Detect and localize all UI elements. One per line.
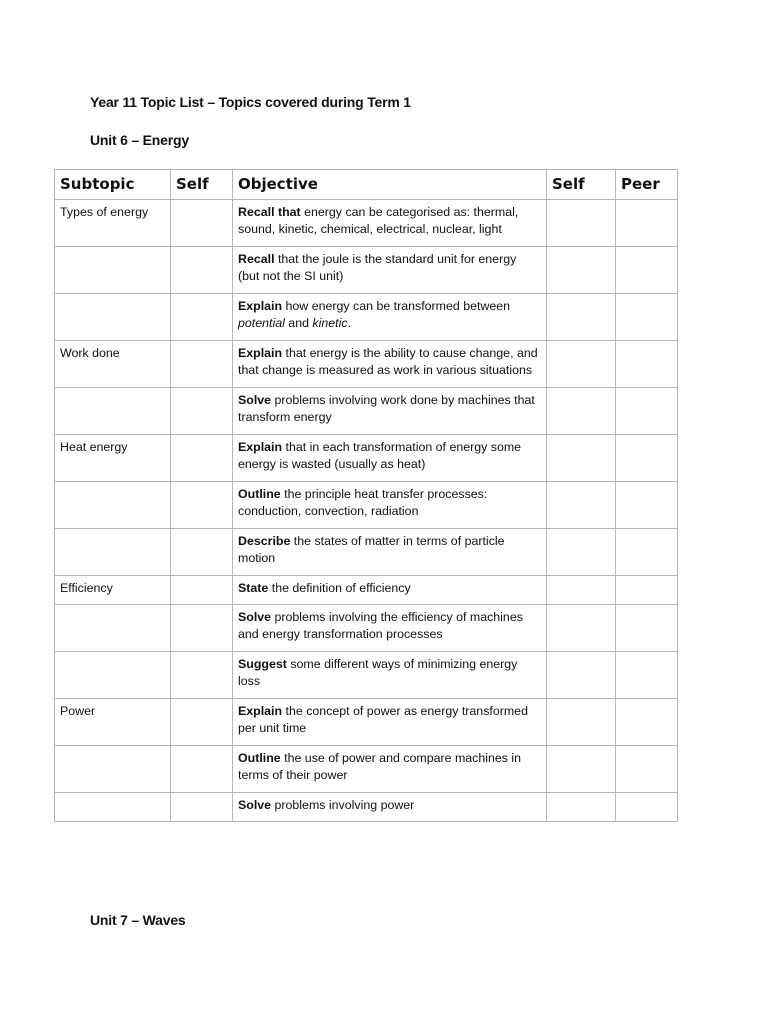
objective-italic-term: kinetic bbox=[312, 316, 348, 330]
command-verb: Explain bbox=[238, 704, 283, 718]
subtopic-cell bbox=[55, 388, 171, 435]
self-check-cell[interactable] bbox=[547, 200, 616, 247]
self-rating-cell[interactable] bbox=[171, 435, 233, 482]
unit-7-heading: Unit 7 – Waves bbox=[90, 912, 186, 928]
table-row bbox=[55, 746, 678, 793]
peer-check-cell[interactable] bbox=[616, 435, 678, 482]
command-verb: Describe bbox=[238, 534, 291, 548]
table-row bbox=[55, 793, 678, 822]
self-rating-cell[interactable] bbox=[171, 341, 233, 388]
header-subtopic: Subtopic bbox=[55, 170, 171, 200]
header-peer: Peer bbox=[616, 170, 678, 200]
table-row bbox=[55, 200, 678, 247]
objective-cell bbox=[233, 294, 547, 341]
command-verb: Recall bbox=[238, 252, 275, 266]
peer-check-cell[interactable] bbox=[616, 247, 678, 294]
objective-text: and bbox=[284, 316, 313, 330]
subtopic-cell bbox=[55, 605, 171, 652]
peer-check-cell[interactable] bbox=[616, 746, 678, 793]
self-check-cell[interactable] bbox=[547, 652, 616, 699]
objective-text: that energy is the ability to cause change, and that change is measured as work in various situations bbox=[238, 346, 538, 377]
self-check-cell[interactable] bbox=[547, 482, 616, 529]
objective-cell bbox=[233, 200, 547, 247]
self-check-cell[interactable] bbox=[547, 529, 616, 576]
objective-text: problems involving work done by machines that transform energy bbox=[238, 393, 535, 424]
peer-check-cell[interactable] bbox=[616, 576, 678, 605]
subtopic-cell: Power bbox=[55, 699, 171, 746]
table-row bbox=[55, 576, 678, 605]
self-rating-cell[interactable] bbox=[171, 605, 233, 652]
objective-cell bbox=[233, 793, 547, 822]
peer-check-cell[interactable] bbox=[616, 200, 678, 247]
objective-text: problems involving the efficiency of machines and energy transformation processes bbox=[238, 610, 523, 641]
peer-check-cell[interactable] bbox=[616, 529, 678, 576]
self-check-cell[interactable] bbox=[547, 388, 616, 435]
subtopic-cell bbox=[55, 482, 171, 529]
objective-text: that in each transformation of energy some energy is wasted (usually as heat) bbox=[238, 440, 522, 471]
table-row bbox=[55, 341, 678, 388]
command-verb: Suggest bbox=[238, 657, 287, 671]
command-verb: Explain bbox=[238, 440, 283, 454]
subtopic-cell: Work done bbox=[55, 341, 171, 388]
objective-cell bbox=[233, 652, 547, 699]
subtopic-cell bbox=[55, 793, 171, 822]
self-check-cell[interactable] bbox=[547, 746, 616, 793]
self-check-cell[interactable] bbox=[547, 605, 616, 652]
command-verb: Solve bbox=[238, 610, 272, 624]
command-verb: Explain bbox=[238, 346, 283, 360]
objective-text: the states of matter in terms of particle motion bbox=[238, 534, 505, 565]
command-verb: State bbox=[238, 581, 269, 595]
table-row bbox=[55, 388, 678, 435]
self-rating-cell[interactable] bbox=[171, 294, 233, 341]
command-verb: Outline bbox=[238, 487, 281, 501]
self-check-cell[interactable] bbox=[547, 793, 616, 822]
objective-cell bbox=[233, 529, 547, 576]
objective-cell bbox=[233, 388, 547, 435]
peer-check-cell[interactable] bbox=[616, 605, 678, 652]
objective-cell bbox=[233, 247, 547, 294]
objective-cell bbox=[233, 699, 547, 746]
subtopic-cell: Heat energy bbox=[55, 435, 171, 482]
self-rating-cell[interactable] bbox=[171, 482, 233, 529]
objective-italic-term: potential bbox=[238, 316, 285, 330]
self-check-cell[interactable] bbox=[547, 341, 616, 388]
self-check-cell[interactable] bbox=[547, 435, 616, 482]
objective-text: some different ways of minimizing energy loss bbox=[238, 657, 518, 688]
objective-text: . bbox=[347, 316, 351, 330]
self-rating-cell[interactable] bbox=[171, 388, 233, 435]
self-rating-cell[interactable] bbox=[171, 200, 233, 247]
objective-cell bbox=[233, 576, 547, 605]
objective-cell bbox=[233, 341, 547, 388]
peer-check-cell[interactable] bbox=[616, 652, 678, 699]
table-row bbox=[55, 699, 678, 746]
self-check-cell[interactable] bbox=[547, 247, 616, 294]
peer-check-cell[interactable] bbox=[616, 294, 678, 341]
table-row bbox=[55, 529, 678, 576]
table-row bbox=[55, 435, 678, 482]
objective-text: that the joule is the standard unit for energy (but not the SI unit) bbox=[238, 252, 517, 283]
table-row bbox=[55, 294, 678, 341]
command-verb: Outline bbox=[238, 751, 281, 765]
unit-6-heading: Unit 6 – Energy bbox=[90, 132, 189, 148]
objective-text: energy can be categorised as: thermal, sound, kinetic, chemical, electrical, nuclear, light bbox=[238, 205, 519, 236]
self-rating-cell[interactable] bbox=[171, 576, 233, 605]
objective-cell bbox=[233, 435, 547, 482]
subtopic-cell bbox=[55, 529, 171, 576]
command-verb: Solve bbox=[238, 393, 272, 407]
objective-text: the concept of power as energy transformed per unit time bbox=[238, 704, 528, 735]
command-verb: Explain bbox=[238, 299, 283, 313]
table-row bbox=[55, 247, 678, 294]
self-check-cell[interactable] bbox=[547, 294, 616, 341]
peer-check-cell[interactable] bbox=[616, 699, 678, 746]
peer-check-cell[interactable] bbox=[616, 793, 678, 822]
objective-cell bbox=[233, 605, 547, 652]
self-rating-cell[interactable] bbox=[171, 699, 233, 746]
subtopic-cell bbox=[55, 652, 171, 699]
self-rating-cell[interactable] bbox=[171, 652, 233, 699]
peer-check-cell[interactable] bbox=[616, 341, 678, 388]
peer-check-cell[interactable] bbox=[616, 482, 678, 529]
peer-check-cell[interactable] bbox=[616, 388, 678, 435]
document-title: Year 11 Topic List – Topics covered during Term 1 bbox=[90, 94, 411, 110]
subtopic-cell bbox=[55, 247, 171, 294]
header-objective: Objective bbox=[233, 170, 547, 200]
subtopic-cell bbox=[55, 294, 171, 341]
self-check-cell[interactable] bbox=[547, 576, 616, 605]
command-verb: Recall that bbox=[238, 205, 301, 219]
objective-text: the use of power and compare machines in terms of their power bbox=[238, 751, 522, 782]
table-header-row bbox=[55, 170, 678, 200]
self-rating-cell[interactable] bbox=[171, 529, 233, 576]
self-rating-cell[interactable] bbox=[171, 746, 233, 793]
self-rating-cell[interactable] bbox=[171, 793, 233, 822]
self-check-cell[interactable] bbox=[547, 699, 616, 746]
objective-text: the principle heat transfer processes: conduction, convection, radiation bbox=[238, 487, 488, 518]
table-row bbox=[55, 482, 678, 529]
objective-text: how energy can be transformed between bbox=[282, 299, 511, 313]
topic-table bbox=[54, 169, 678, 822]
objective-cell bbox=[233, 746, 547, 793]
header-self-review: Self bbox=[547, 170, 616, 200]
objective-cell bbox=[233, 482, 547, 529]
header-self: Self bbox=[171, 170, 233, 200]
objective-text: the definition of efficiency bbox=[268, 581, 411, 595]
objective-text: problems involving power bbox=[271, 798, 415, 812]
table-row bbox=[55, 605, 678, 652]
self-rating-cell[interactable] bbox=[171, 247, 233, 294]
table-row bbox=[55, 652, 678, 699]
subtopic-cell bbox=[55, 746, 171, 793]
subtopic-cell: Efficiency bbox=[55, 576, 171, 605]
command-verb: Solve bbox=[238, 798, 272, 812]
subtopic-cell: Types of energy bbox=[55, 200, 171, 247]
